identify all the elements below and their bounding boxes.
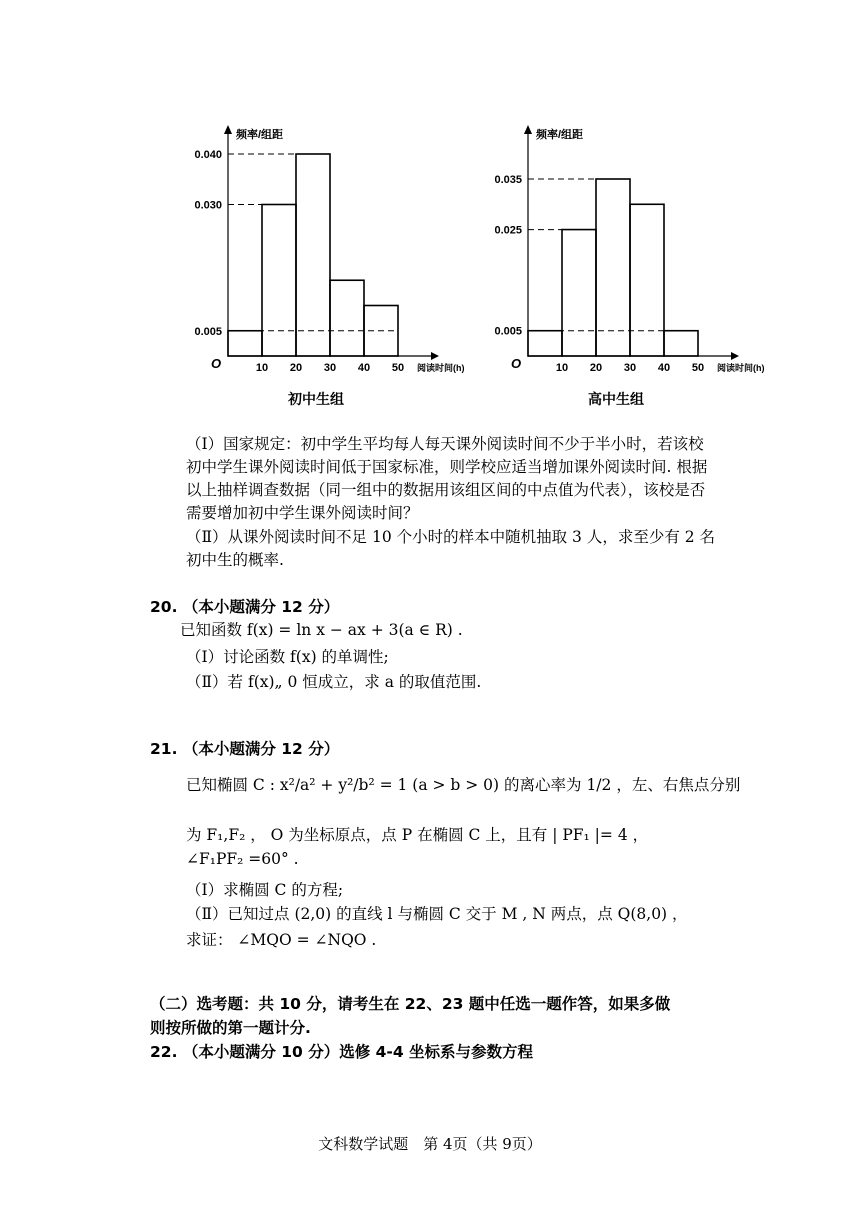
- q21-line3: ∠F₁PF₂ =60° .: [186, 850, 299, 868]
- q20-given: 已知函数 f(x) = ln x − ax + 3(a ∈ R) .: [180, 621, 463, 639]
- q21-line2: 为 F₁,F₂ ， O 为坐标原点，点 P 在椭圆 C 上，且有 | PF₁ |= 4 ，: [186, 826, 649, 844]
- histogram-bar: [562, 230, 596, 356]
- chart-title: 高中生组: [588, 391, 644, 407]
- histogram-junior-svg: [186, 118, 486, 418]
- histogram-bar: [630, 204, 664, 356]
- histogram-junior: [186, 118, 486, 422]
- histogram-bar: [296, 154, 330, 356]
- q22-header: 22. （本小题满分 10 分）选修 4-4 坐标系与参数方程: [150, 1043, 534, 1061]
- y-tick-label: 0.040: [194, 149, 222, 161]
- x-axis-arrow: [731, 352, 739, 360]
- x-axis-arrow: [431, 352, 439, 360]
- histogram-bar: [262, 205, 296, 357]
- origin-label: O: [510, 356, 522, 371]
- q20-part1: （Ⅰ）讨论函数 f(x) 的单调性;: [186, 648, 389, 666]
- q19-part1: （Ⅰ）国家规定：初中学生平均每人每天课外阅读时间不少于半小时，若该校初中学生课外阅读时间低于国家标准，则学校应适当增加课外阅读时间. 根据以上抽样调查数据（同一组中的数据用该组区间的中点值为代表），该校是否需要增加初中学生课外阅读时间？: [186, 435, 708, 522]
- x-tick-label: 30: [623, 362, 637, 374]
- histogram-bar: [330, 280, 364, 356]
- x-tick-label: 10: [555, 362, 569, 374]
- x-tick-label: 50: [391, 362, 405, 374]
- q21-part1: （Ⅰ）求椭圆 C 的方程;: [186, 881, 344, 899]
- q19-part2: （Ⅱ）从课外阅读时间不足 10 个小时的样本中随机抽取 3 人，求至少有 2 名初中生的概率.: [186, 528, 716, 569]
- histogram-bar: [596, 179, 630, 356]
- y-tick-label: 0.005: [494, 325, 522, 338]
- y-axis-label: 频率/组距: [536, 129, 584, 141]
- x-tick-label: 50: [691, 362, 705, 374]
- y-axis-arrow: [524, 125, 532, 134]
- q20-part2: （Ⅱ）若 f(x)„ 0 恒成立，求 a 的取值范围.: [186, 673, 482, 691]
- page-footer: 文科数学试题 第 4页（共 9页）: [318, 1135, 542, 1153]
- x-tick-label: 10: [255, 362, 269, 374]
- origin-label: O: [210, 356, 222, 371]
- x-axis-label: 阅读时间(h): [717, 363, 765, 373]
- histogram-bar: [528, 331, 562, 356]
- y-tick-label: 0.005: [194, 325, 222, 338]
- x-tick-label: 30: [323, 362, 337, 374]
- y-tick-label: 0.025: [494, 224, 522, 237]
- histogram-senior: [486, 118, 786, 422]
- x-tick-label: 40: [657, 362, 671, 374]
- q21-part2b: 求证： ∠MQO = ∠NQO .: [186, 931, 377, 949]
- chart-title: 初中生组: [288, 391, 344, 407]
- y-axis-label: 频率/组距: [236, 129, 284, 141]
- x-tick-label: 20: [589, 362, 603, 374]
- y-tick-label: 0.035: [494, 174, 522, 186]
- histogram-bar: [664, 331, 698, 356]
- x-tick-label: 20: [289, 362, 303, 374]
- q21-line1: 已知椭圆 C : x²/a² + y²/b² = 1 (a > b > 0) 的离心率为 1/2 ，左、右焦点分别: [186, 776, 741, 794]
- histogram-senior-svg: [486, 118, 786, 418]
- q21-header: 21. （本小题满分 12 分）: [150, 740, 340, 758]
- x-tick-label: 40: [357, 362, 371, 374]
- x-axis-label: 阅读时间(h): [417, 363, 465, 373]
- section2-line1: （二）选考题：共 10 分，请考生在 22、23 题中任选一题作答，如果多做: [150, 995, 671, 1013]
- y-axis-arrow: [224, 125, 232, 134]
- histogram-bar: [228, 331, 262, 356]
- section2-line2: 则按所做的第一题计分.: [150, 1019, 311, 1037]
- y-tick-label: 0.030: [194, 199, 222, 212]
- q21-part2a: （Ⅱ）已知过点 (2,0) 的直线 l 与椭圆 C 交于 M , N 两点，点 Q(8,0) ，: [186, 905, 688, 923]
- q20-header: 20. （本小题满分 12 分）: [150, 598, 340, 616]
